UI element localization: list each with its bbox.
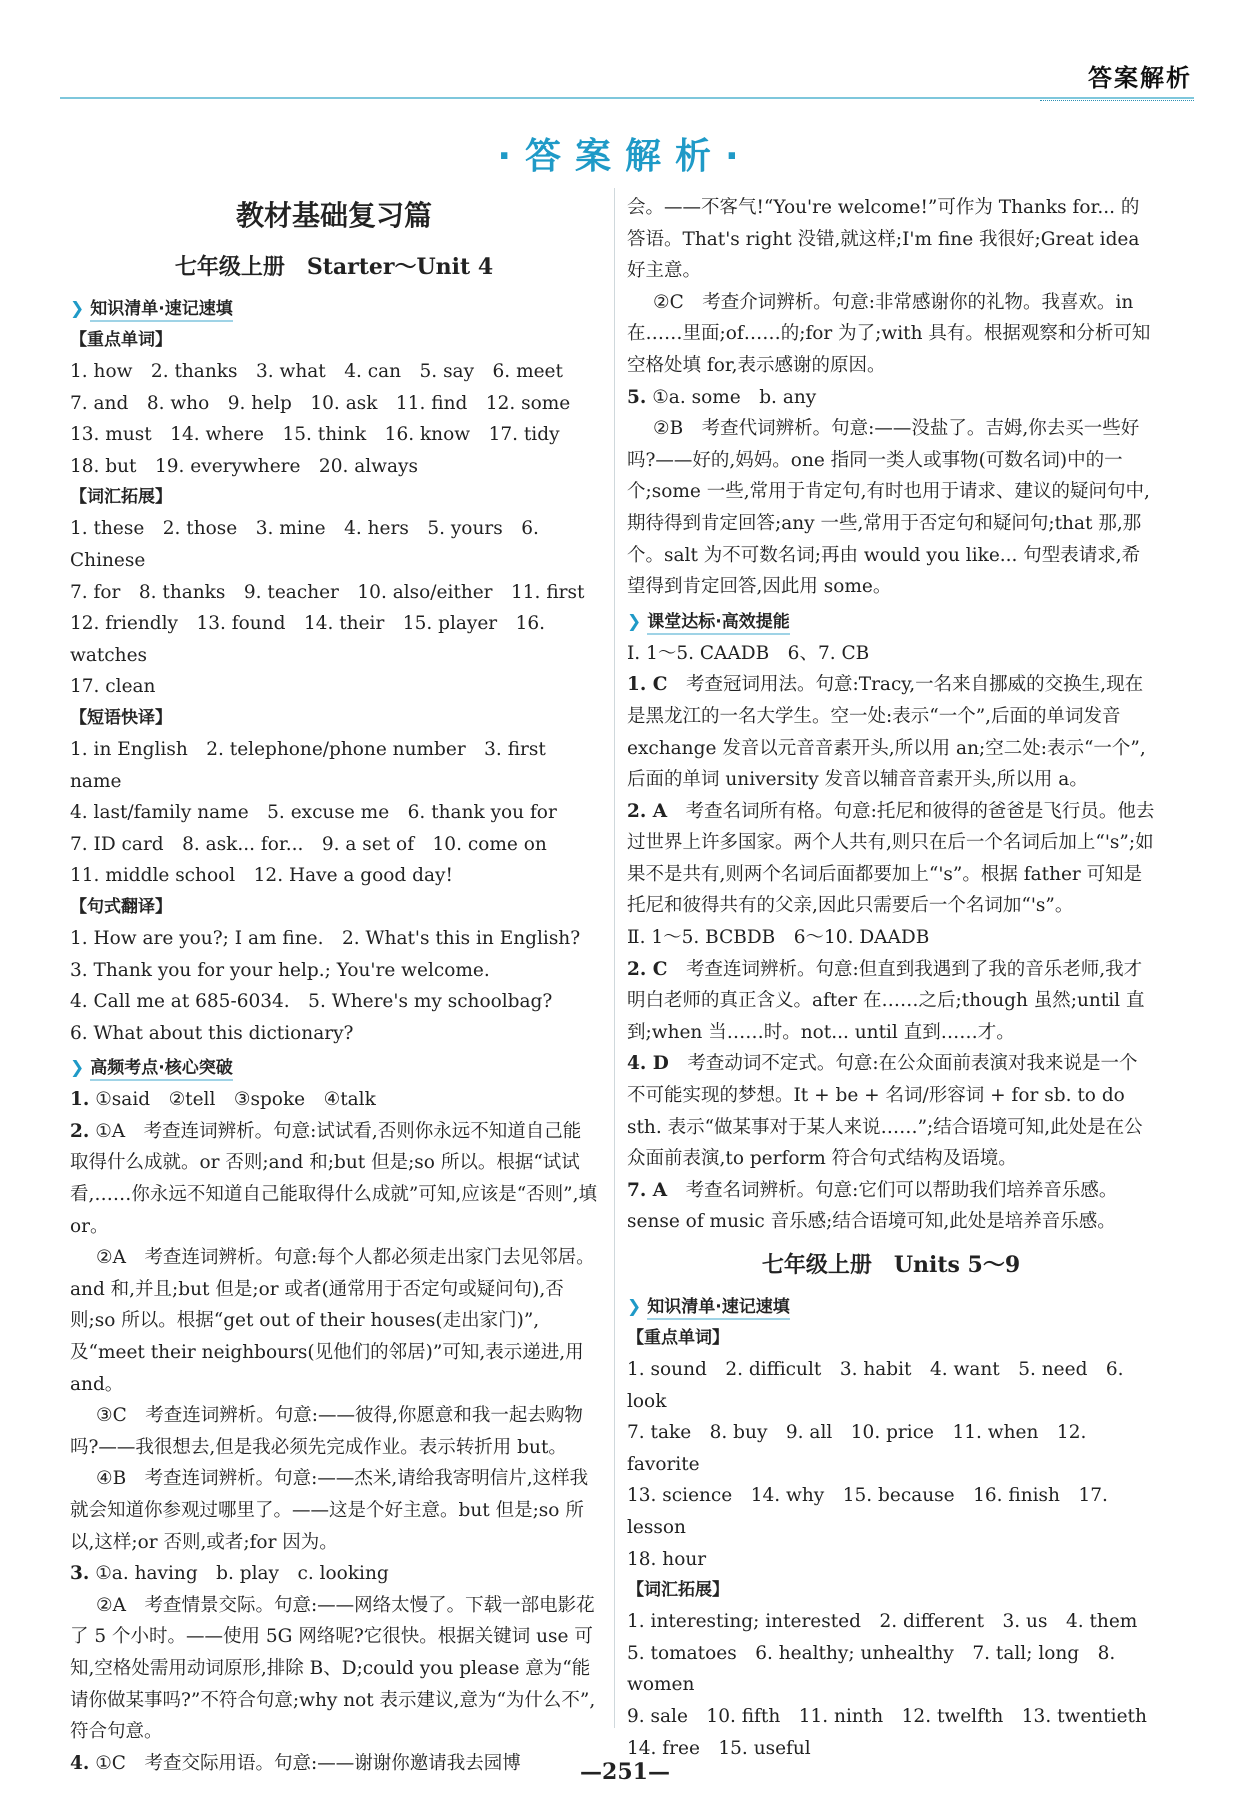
list-item: 11. middle school 12. Have a good day! (70, 865, 453, 887)
book-title: 教材基础复习篇 (235, 199, 432, 232)
answer-item: 2. ①A 考查连词辨析。句意:试试看,否则你永远不知道自己能取得什么成就。or 否则;and 和;but 但是;so 所以。根据“试试看,……你永远不知道自己能取得什么成就”可知,应该是“否则”,填 or。 (70, 1120, 598, 1237)
subheading: 【重点单词】 (70, 330, 172, 350)
list-item: 9. sale 10. fifth 11. ninth 12. twelfth 13. twentieth (627, 1705, 1147, 1727)
list-item: 5. tomatoes 6. healthy; unhealthy 7. tall; long 8. women (627, 1642, 1116, 1696)
list-item: 1. in English 2. telephone/phone number 3. first name (70, 738, 546, 792)
right-column (627, 192, 1155, 1764)
chevron-right-icon: ❯ (627, 611, 642, 632)
answer-item: ②C 考查介词辨析。句意:非常感谢你的礼物。我喜欢。in 在……里面;of……的;for 为了;with 具有。根据观察和分析可知空格处填 for,表示感谢的原因。 (627, 291, 1151, 376)
subheading: 【词汇拓展】 (627, 1580, 729, 1601)
list-item: 6. What about this dictionary? (70, 1022, 354, 1044)
header-dotted-rule (1040, 100, 1194, 102)
subheading: 【短语快译】 (70, 707, 172, 728)
list-item: 7. ID card 8. ask... for... 9. a set of 10. come on (70, 833, 547, 855)
header-rule (60, 97, 1194, 99)
answer-item: 3. ①a. having b. play c. looking (70, 1563, 389, 1585)
answer-item: 7. A 考查名词辨析。句意:它们可以帮助我们培养音乐感。sense of music 音乐感;结合语境可知,此处是培养音乐感。 (627, 1179, 1118, 1233)
answer-item: ②B 考查代词辨析。句意:——没盐了。吉姆,你去买一些好吗?——好的,妈妈。one 指同一类人或事物(可数名词)中的一个;some 一些,常用于肯定句,有时也用于请求、建议的疑问句中,期待得到肯定回答;any 一些,常用于否定句和疑问句;that 那,那个。salt 为不可数名词;再由 would you like... 句型表请求,希望得到肯定回答,因此用 some。 (627, 418, 1150, 598)
answer-item: ③C 考查连词辨析。句意:——彼得,你愿意和我一起去购物吗?——我很想去,但是我必须先完成作业。表示转折用 but。 (70, 1405, 583, 1458)
answer-item: 会。——不客气!“You're welcome!”可作为 Thanks for... 的答语。That's right 没错,就这样;I'm fine 我很好;Great idea 好主意。 (627, 197, 1140, 282)
list-item: 14. free 15. useful (627, 1737, 811, 1759)
answer-item: ④B 考查连词辨析。句意:——杰米,请给我寄明信片,这样我就会知道你参观过哪里了。——这是个好主意。but 但是;so 所以,这样;or 否则,或者;for 因为。 (70, 1468, 589, 1553)
section-heading: ❯ 知识清单·速记速填 (70, 294, 598, 325)
list-item: 1. sound 2. difficult 3. habit 4. want 5. need 6. look (627, 1359, 1124, 1412)
answer-item: 4. ①C 考查交际用语。句意:——谢谢你邀请我去园博 (70, 1752, 521, 1774)
unit-title: 七年级上册 Units 5～9 (761, 1252, 1021, 1278)
section-heading: ❯ 课堂达标·高效提能 (627, 607, 1155, 638)
answer-item: 4. D 考查动词不定式。句意:在公众面前表演对我来说是一个不可能实现的梦想。It + be + 名词/形容词 + for sb. to do sth. 表示“做某事对于某人来说……”;结合语境可知,此处是在公众面前表演,to perform 符合句式结构及语境。 (627, 1053, 1143, 1170)
header-label: 答案解析 (1088, 64, 1192, 92)
list-item: 18. but 19. everywhere 20. always (70, 455, 418, 477)
answer-key: Ⅰ. 1～5. CAADB 6、7. CB (627, 642, 870, 664)
list-item: 4. Call me at 685-6034. 5. Where's my schoolbag? (70, 991, 553, 1013)
section-heading: ❯ 高频考点·核心突破 (70, 1053, 598, 1084)
list-item: 3. Thank you for your help.; You're welcome. (70, 959, 490, 981)
answer-item: 5. ①a. some b. any (627, 386, 817, 408)
banner-title: ·答案解析· (497, 136, 753, 177)
page-number: —251— (580, 1759, 670, 1785)
answer-item: 1. ①said ②tell ③spoke ④talk (70, 1089, 376, 1111)
list-item: 1. interesting; interested 2. different 3. us 4. them (627, 1611, 1138, 1633)
subheading: 【句式翻译】 (70, 896, 172, 917)
list-item: 12. friendly 13. found 14. their 15. player 16. watches (70, 613, 546, 666)
chevron-right-icon: ❯ (70, 1058, 85, 1079)
answer-item: 2. A 考查名词所有格。句意:托尼和彼得的爸爸是飞行员。他去过世界上许多国家。两个人共有,则只在后一个名词后加上“'s”;如果不是共有,则两个名词后面都要加上“'s”。根据 father 可知是托尼和彼得共有的父亲,因此只需要后一个名词加“'s”。 (627, 800, 1155, 917)
list-item: 7. take 8. buy 9. all 10. price 11. when 12. favorite (627, 1422, 1087, 1475)
list-item: 1. How are you?; I am fine. 2. What's this in English? (70, 927, 581, 949)
subheading: 【词汇拓展】 (70, 487, 172, 508)
chevron-right-icon: ❯ (627, 1297, 642, 1317)
list-item: 13. must 14. where 15. think 16. know 17. tidy (70, 424, 560, 446)
answer-item: ②A 考查情景交际。句意:——网络太慢了。下载一部电影花了 5 个小时。——使用 5G 网络呢?它很快。根据关键词 use 可知,空格处需用动词原形,排除 B、D;could you please 意为“能请你做某事吗?”不符合句意;why not 表示建议,意为“为什么不”,符合句意。 (70, 1594, 596, 1743)
subheading: 【重点单词】 (627, 1328, 729, 1348)
list-item: 7. and 8. who 9. help 10. ask 11. find 12. some (70, 392, 571, 414)
chevron-right-icon: ❯ (70, 299, 85, 319)
list-item: 18. hour (627, 1548, 707, 1570)
unit-title: 七年级上册 Starter～Unit 4 (174, 254, 494, 280)
section-heading: ❯ 知识清单·速记速填 (627, 1292, 1155, 1323)
answer-item: 1. C 考查冠词用法。句意:Tracy,一名来自挪威的交换生,现在是黑龙江的一名大学生。空一处:表示“一个”,后面的单词发音 exchange 发音以元音音素开头,所以用 an;空二处:表示“一个”,后面的单词 university 发音以辅音音素开头,所以用 a。 (627, 674, 1146, 791)
list-item: 17. clean (70, 676, 156, 698)
answer-item: ②A 考查连词辨析。句意:每个人都必须走出家门去见邻居。and 和,并且;but 但是;or 或者(通常用于否定句或疑问句),否则;so 所以。根据“get out of their houses(走出家门)”,及“meet their neighbours(见他们的邻居)”可知,表示递进,用 and。 (70, 1247, 595, 1395)
left-column (70, 192, 598, 1779)
list-item: 7. for 8. thanks 9. teacher 10. also/either 11. first (70, 581, 585, 603)
list-item: 1. these 2. those 3. mine 4. hers 5. yours 6. Chinese (70, 518, 539, 571)
list-item: 1. how 2. thanks 3. what 4. can 5. say 6. meet (70, 361, 563, 382)
answer-key: Ⅱ. 1～5. BCBDB 6～10. DAADB (627, 927, 930, 949)
column-divider (614, 188, 615, 1728)
list-item: 4. last/family name 5. excuse me 6. thank you for (70, 802, 557, 824)
list-item: 13. science 14. why 15. because 16. finish 17. lesson (627, 1485, 1108, 1538)
answer-item: 2. C 考查连词辨析。句意:但直到我遇到了我的音乐老师,我才明白老师的真正含义。after 在……之后;though 虽然;until 直到;when 当……时。not... until 直到……才。 (627, 958, 1145, 1043)
